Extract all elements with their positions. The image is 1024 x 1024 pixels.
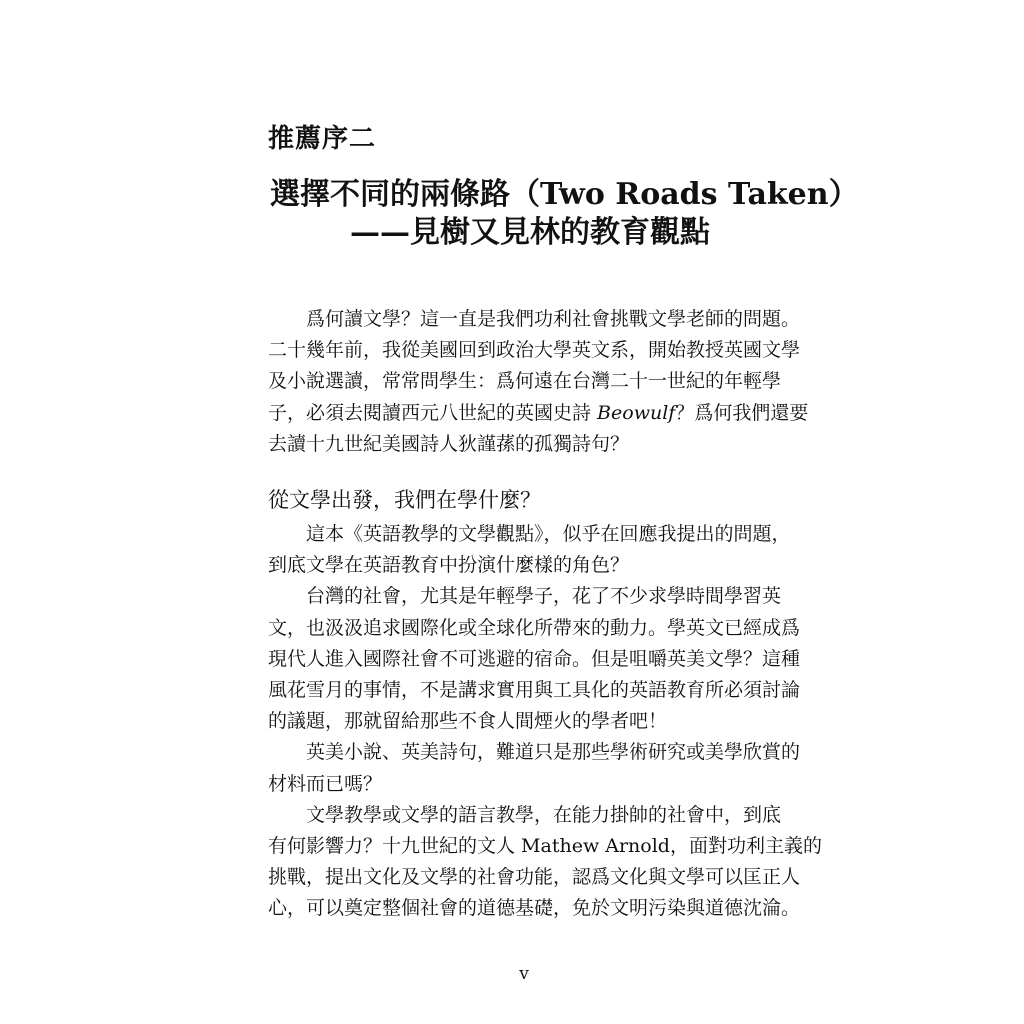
title-line-1: 選擇不同的兩條路（Two Roads Taken） [270,177,859,212]
text-segment: ？爲何我們還要 [675,401,809,424]
body-text [268,519,822,924]
intro-paragraph [268,304,809,460]
text-line: 文學教學或文學的語言教學，在能力掛帥的社會中，到底 [306,803,782,826]
text-segment: 子，必須去閱讀西元八世紀的英國史詩 [268,401,598,424]
text-line: 這本《英語教學的文學觀點》，似乎在回應我提出的問題， [306,523,791,545]
text-line: 的議題，那就留給那些不食人間煙火的學者吧！ [268,710,668,733]
text-line: 心，可以奠定整個社會的道德基礎，免於文明污染與道德沈淪。 [268,897,801,920]
text-line: 台灣的社會，尤其是年輕學子，花了不少求學時間學習英 [306,585,782,608]
text-line: 現代人進入國際社會不可逃避的宿命。但是咀嚼英美文學？這種 [268,647,801,670]
text-line: 二十幾年前，我從美國回到政治大學英文系，開始教授英國文學 [268,339,801,362]
text-line: 文，也汲汲追求國際化或全球化所帶來的動力。學英文已經成爲 [268,616,801,639]
text-line: 風花雪月的事情，不是講求實用與工具化的英語教育所必須討論 [268,678,801,701]
title-line-2: ——見樹又見林的教育觀點 [350,215,710,250]
text-line: 英美小說、英美詩句，難道只是那些學術研究或美學欣賞的 [306,741,801,764]
text-line: 爲何讀文學？這一直是我們功利社會挑戰文學老師的問題。 [306,308,801,330]
text-line: 到底文學在英語教育中扮演什麼樣的角色？ [268,554,630,577]
page-number: v [519,964,529,984]
section-label: 推薦序二 [268,124,377,154]
subheading: 從文學出發，我們在學什麼？ [268,488,541,512]
text-line: 材料而已嗎？ [268,772,383,795]
text-line [268,398,809,429]
italic-title: Beowulf [597,401,676,424]
text-line: 挑戰，提出文化及文學的社會功能，認爲文化與文學可以匡正人 [268,866,801,889]
text-line: 有何影響力？十九世紀的文人 Mathew Arnold，面對功利主義的 [268,834,822,857]
text-line: 去讀十九世紀美國詩人狄謹蓀的孤獨詩句？ [268,432,630,455]
text-line: 及小說選讀，常常問學生：爲何遠在台灣二十一世紀的年輕學 [268,370,782,393]
